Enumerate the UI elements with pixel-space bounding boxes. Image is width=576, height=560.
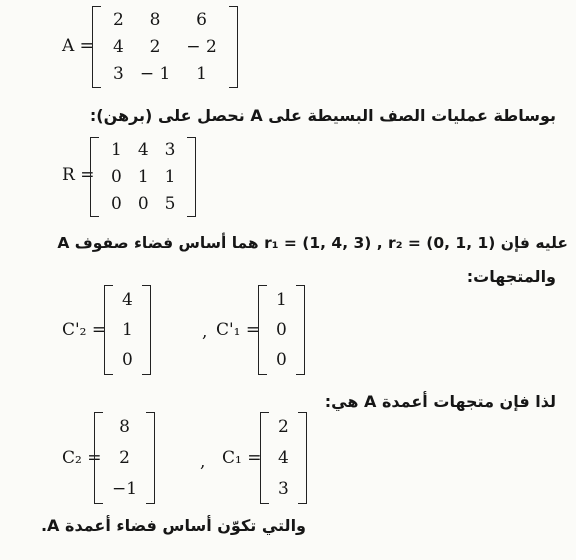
vec-c2-entry: −1 xyxy=(112,478,138,499)
vec-c2-prime-row xyxy=(117,345,138,375)
vec-c2 xyxy=(94,412,155,504)
matrix-a-entry: 2 xyxy=(113,9,124,30)
vec-c2-prime-entry: 4 xyxy=(122,290,133,310)
vec-c2-prime-row xyxy=(117,315,138,345)
vec-c2-label: C₂ = xyxy=(62,448,102,468)
matrix-a-label: A = xyxy=(62,36,94,56)
vec-c2-prime-label: C'₂ = xyxy=(62,320,107,340)
vec-c1-entry: 3 xyxy=(278,478,289,499)
matrix-a-entry: 8 xyxy=(149,9,161,30)
comma-sep-1: , xyxy=(202,322,208,342)
vec-c2-prime-entry: 0 xyxy=(122,350,133,370)
matrix-a-row xyxy=(105,61,225,88)
matrix-a-entry: 4 xyxy=(113,36,124,57)
vec-c2-row xyxy=(107,412,142,443)
matrix-r-entry: 0 xyxy=(111,193,122,214)
vec-c2-prime xyxy=(104,285,151,375)
row-basis-sentence: عليه فإن r₁ = (1, 4, 3) , r₂ = (0, 1, 1) هما أساس فضاء صفوف A xyxy=(57,234,568,252)
matrix-r-row xyxy=(103,137,183,164)
row-ops-sentence: بوساطة عمليات الصف البسيطة على A نحصل على (برهن): xyxy=(89,106,556,125)
vec-c2-row xyxy=(107,443,142,474)
vec-c1-prime-row xyxy=(271,285,292,315)
comma-sep-2: , xyxy=(200,452,206,472)
matrix-r-entry: 5 xyxy=(164,193,176,214)
matrix-r-entry: 1 xyxy=(164,166,176,187)
vec-c1-prime-entry: 1 xyxy=(276,290,287,310)
matrix-a-entry: 2 xyxy=(149,36,161,57)
vec-c1-entry: 2 xyxy=(278,417,289,438)
matrix-a-entry: 3 xyxy=(113,64,124,85)
vec-c1-label: C₁ = xyxy=(222,448,262,468)
column-basis-sentence: والتي تكوّن أساس فضاء أعمدة A. xyxy=(40,516,306,535)
matrix-r-label: R = xyxy=(62,165,95,185)
column-vectors-intro: لذا فإن متجهات أعمدة A هي: xyxy=(324,392,556,411)
vec-c2-row xyxy=(107,473,142,504)
vec-c2-entry: 8 xyxy=(119,417,130,438)
matrix-r-entry: 1 xyxy=(111,140,122,161)
vec-c1 xyxy=(260,412,307,504)
vectors-intro: والمتجهات: xyxy=(466,267,556,286)
matrix-r-entry: 1 xyxy=(137,166,149,187)
vec-c1-row xyxy=(273,412,294,443)
matrix-r-row xyxy=(103,190,183,217)
matrix-a xyxy=(92,6,238,88)
vec-c2-prime-entry: 1 xyxy=(122,320,133,340)
vec-c1-prime-entry: 0 xyxy=(276,350,287,370)
vec-c2-prime-row xyxy=(117,285,138,315)
vec-c2-entry: 2 xyxy=(119,447,130,468)
matrix-r-entry: 0 xyxy=(137,193,149,214)
vec-c1-entry: 4 xyxy=(278,447,289,468)
matrix-r xyxy=(90,137,196,217)
matrix-a-row xyxy=(105,33,225,60)
vec-c1-prime xyxy=(258,285,305,375)
matrix-r-row xyxy=(103,164,183,191)
vec-c1-prime-label: C'₁ = xyxy=(216,320,261,340)
matrix-a-row xyxy=(105,6,225,33)
matrix-a-entry: 1 xyxy=(196,64,207,85)
vec-c1-prime-row xyxy=(271,345,292,375)
matrix-a-entry: 6 xyxy=(196,9,207,30)
matrix-a-entry: − 2 xyxy=(186,36,217,57)
matrix-r-entry: 3 xyxy=(164,140,176,161)
matrix-a-entry: − 1 xyxy=(139,64,171,85)
vec-c1-row xyxy=(273,443,294,474)
vec-c1-row xyxy=(273,473,294,504)
matrix-r-entry: 4 xyxy=(137,140,149,161)
matrix-r-entry: 0 xyxy=(111,166,122,187)
vec-c1-prime-entry: 0 xyxy=(276,320,287,340)
vec-c1-prime-row xyxy=(271,315,292,345)
